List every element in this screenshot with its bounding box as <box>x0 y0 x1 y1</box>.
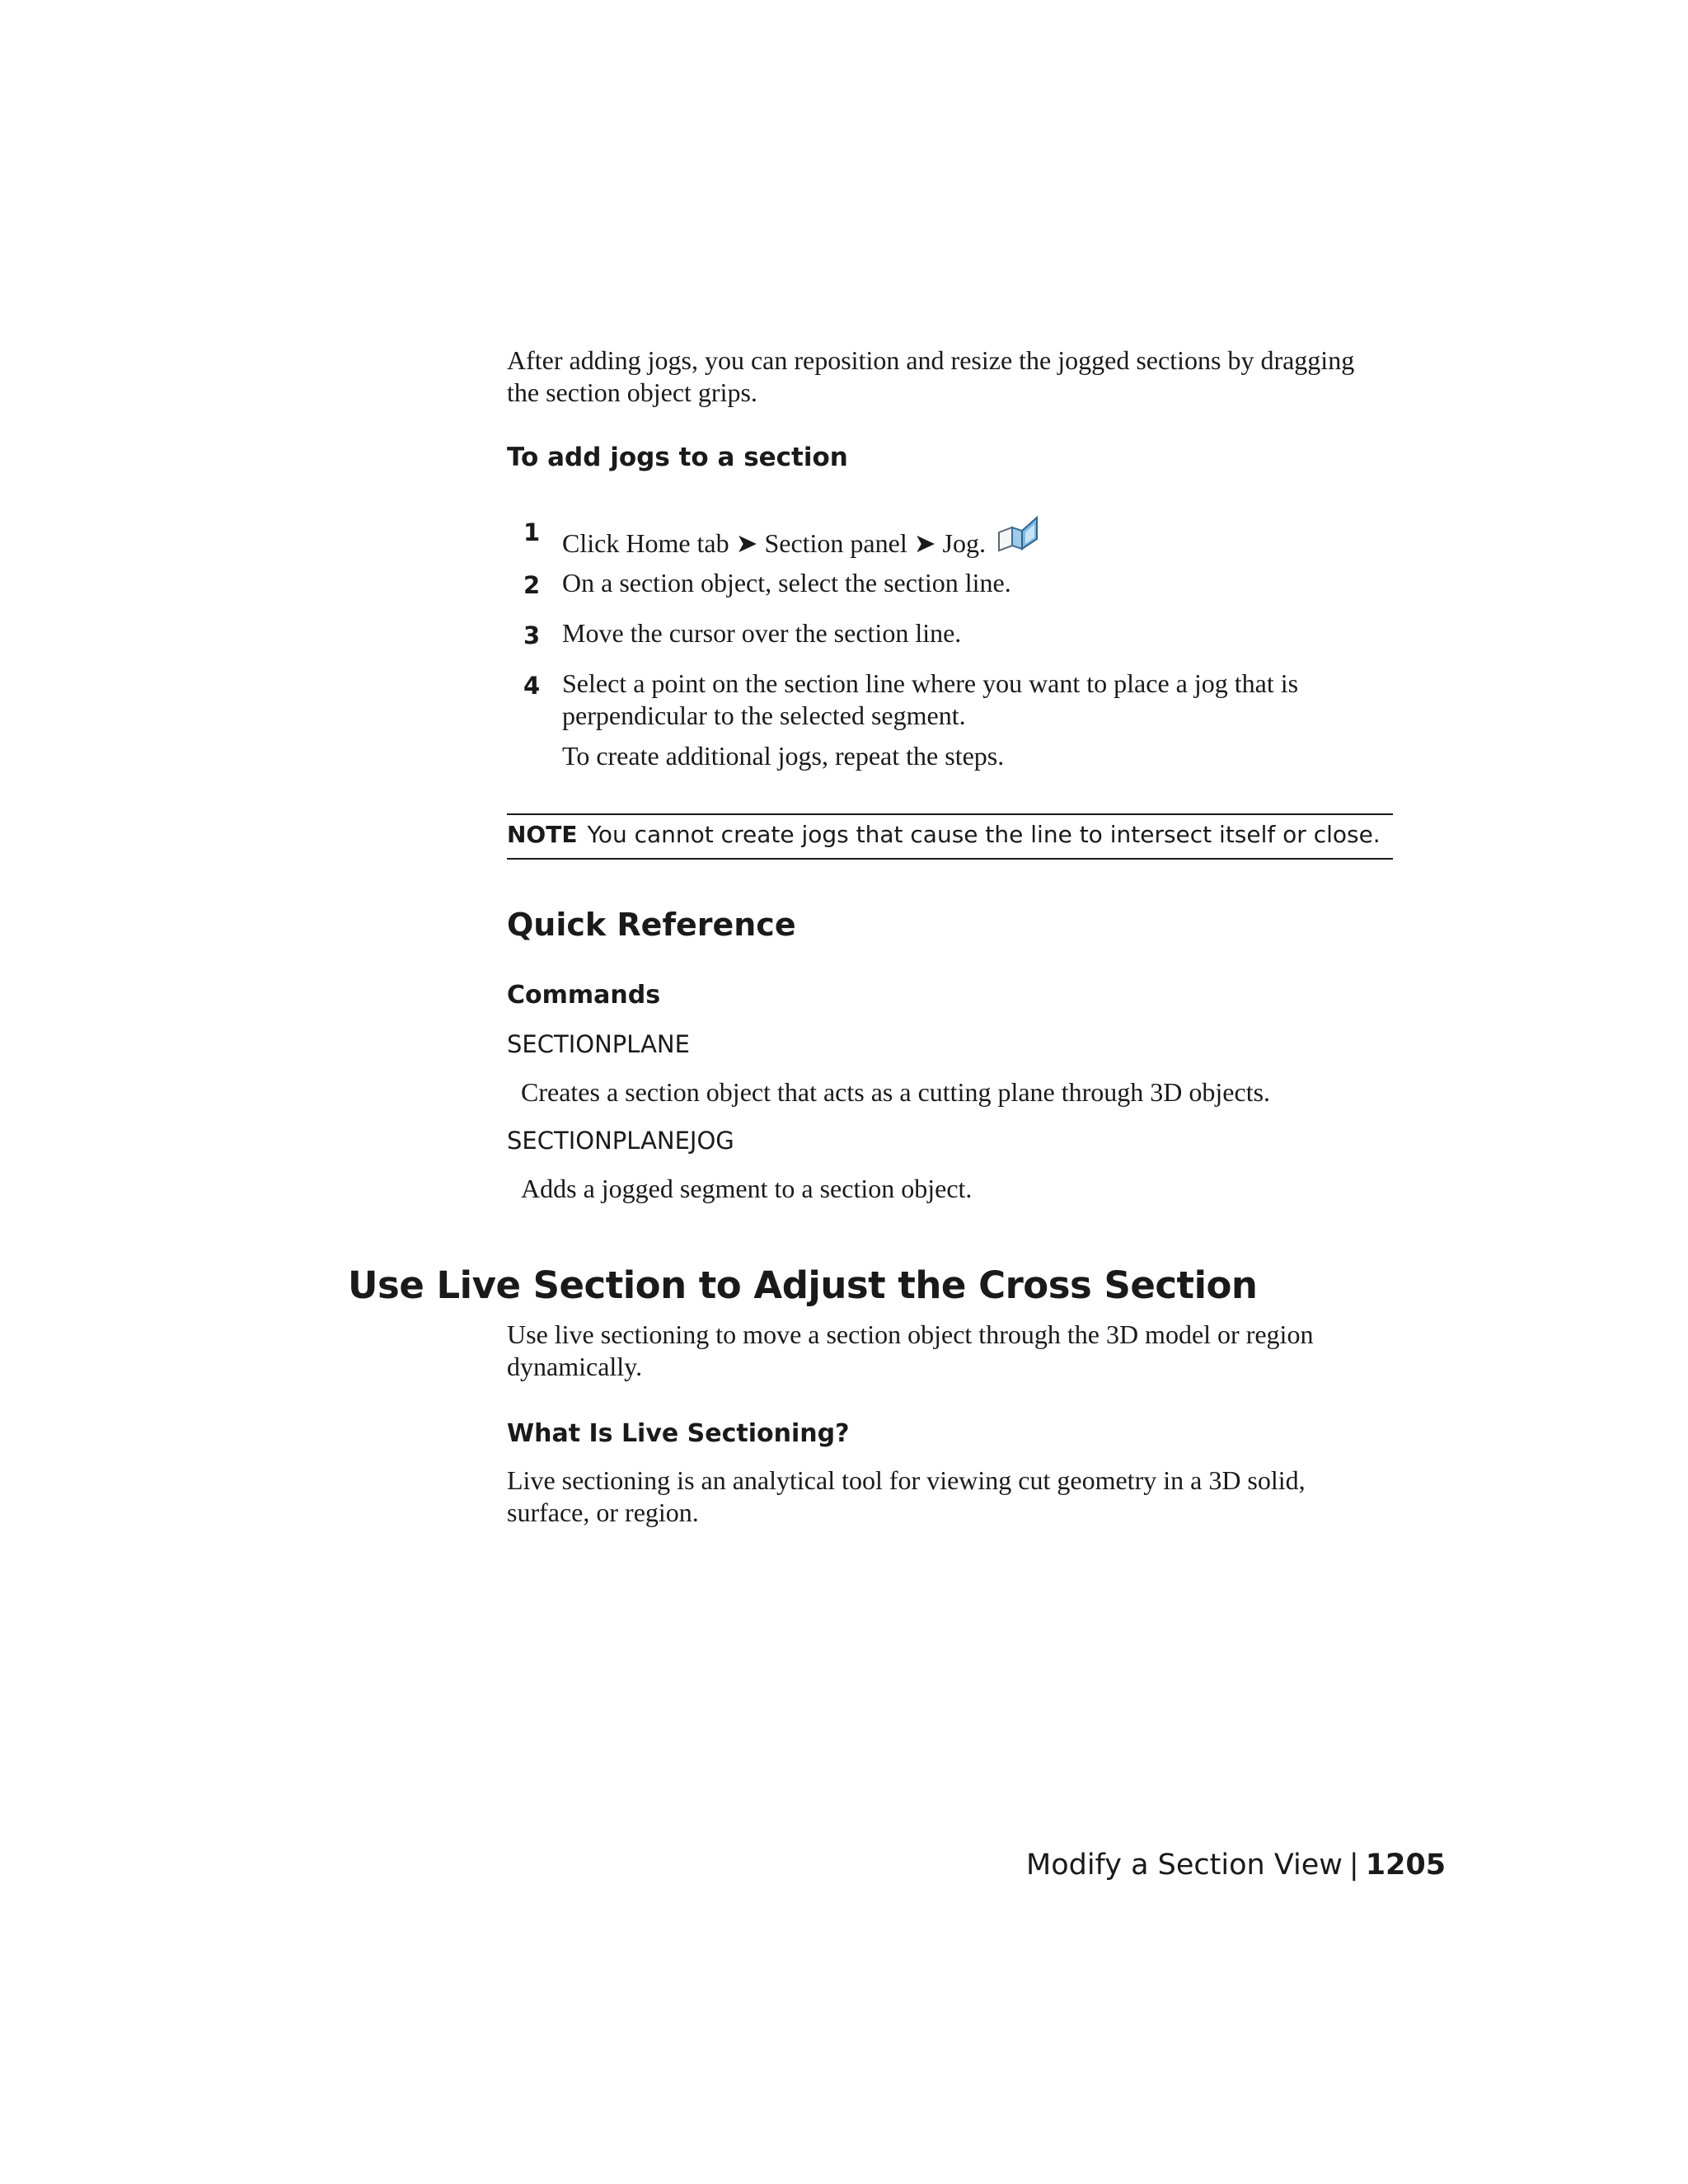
step-1 <box>507 514 1393 558</box>
footer-separator: | <box>1348 1849 1359 1882</box>
procedure-title: To add jogs to a section <box>507 443 848 472</box>
note <box>507 821 1381 849</box>
step-note: To create additional jogs, repeat the steps. <box>562 741 1005 771</box>
step-number: 3 <box>523 621 541 649</box>
step-number: 2 <box>523 571 541 599</box>
footer-section-title: Modify a Section View <box>1026 1849 1343 1882</box>
note-text: You cannot create jogs that cause the line to intersect itself or close. <box>587 821 1381 848</box>
step-text: Move the cursor over the section line. <box>562 618 962 648</box>
note-divider-bottom <box>507 858 1393 860</box>
command-description: Adds a jogged segment to a section object. <box>521 1174 973 1203</box>
command-description: Creates a section object that acts as a cutting plane through 3D objects. <box>521 1077 1271 1107</box>
step-3 <box>507 617 1393 650</box>
live-section-body: Live sectioning is an analytical tool for viewing cut geometry in a 3D solid, surface, or region. <box>507 1465 1306 1527</box>
step-2 <box>507 567 1393 600</box>
command-name: SECTIONPLANEJOG <box>507 1127 734 1155</box>
live-section-intro: Use live sectioning to move a section object through the 3D model or region dynamically. <box>507 1319 1314 1381</box>
step-number: 1 <box>523 518 541 546</box>
section-heading: Use Live Section to Adjust the Cross Section <box>348 1263 1258 1307</box>
step-text: Click Home tab ➤ Section panel ➤ Jog. <box>562 514 1393 565</box>
subsection-heading: What Is Live Sectioning? <box>507 1419 850 1448</box>
step-text: On a section object, select the section line. <box>562 568 1011 598</box>
section-jog-icon <box>994 514 1040 565</box>
commands-heading: Commands <box>507 981 661 1010</box>
step-4 <box>507 668 1393 775</box>
step-number: 4 <box>523 672 541 700</box>
quick-reference-heading: Quick Reference <box>507 907 796 943</box>
note-divider-top <box>507 813 1393 815</box>
intro-paragraph: After adding jogs, you can reposition and resize the jogged sections by dragging the section object grips. <box>507 345 1355 407</box>
command-name: SECTIONPLANE <box>507 1030 690 1058</box>
note-label: NOTE <box>507 821 578 848</box>
page-footer <box>1026 1849 1446 1882</box>
step-text: Select a point on the section line where you want to place a jog that is perpendicular to the selected segment. <box>562 668 1299 730</box>
page-number: 1205 <box>1365 1849 1447 1882</box>
